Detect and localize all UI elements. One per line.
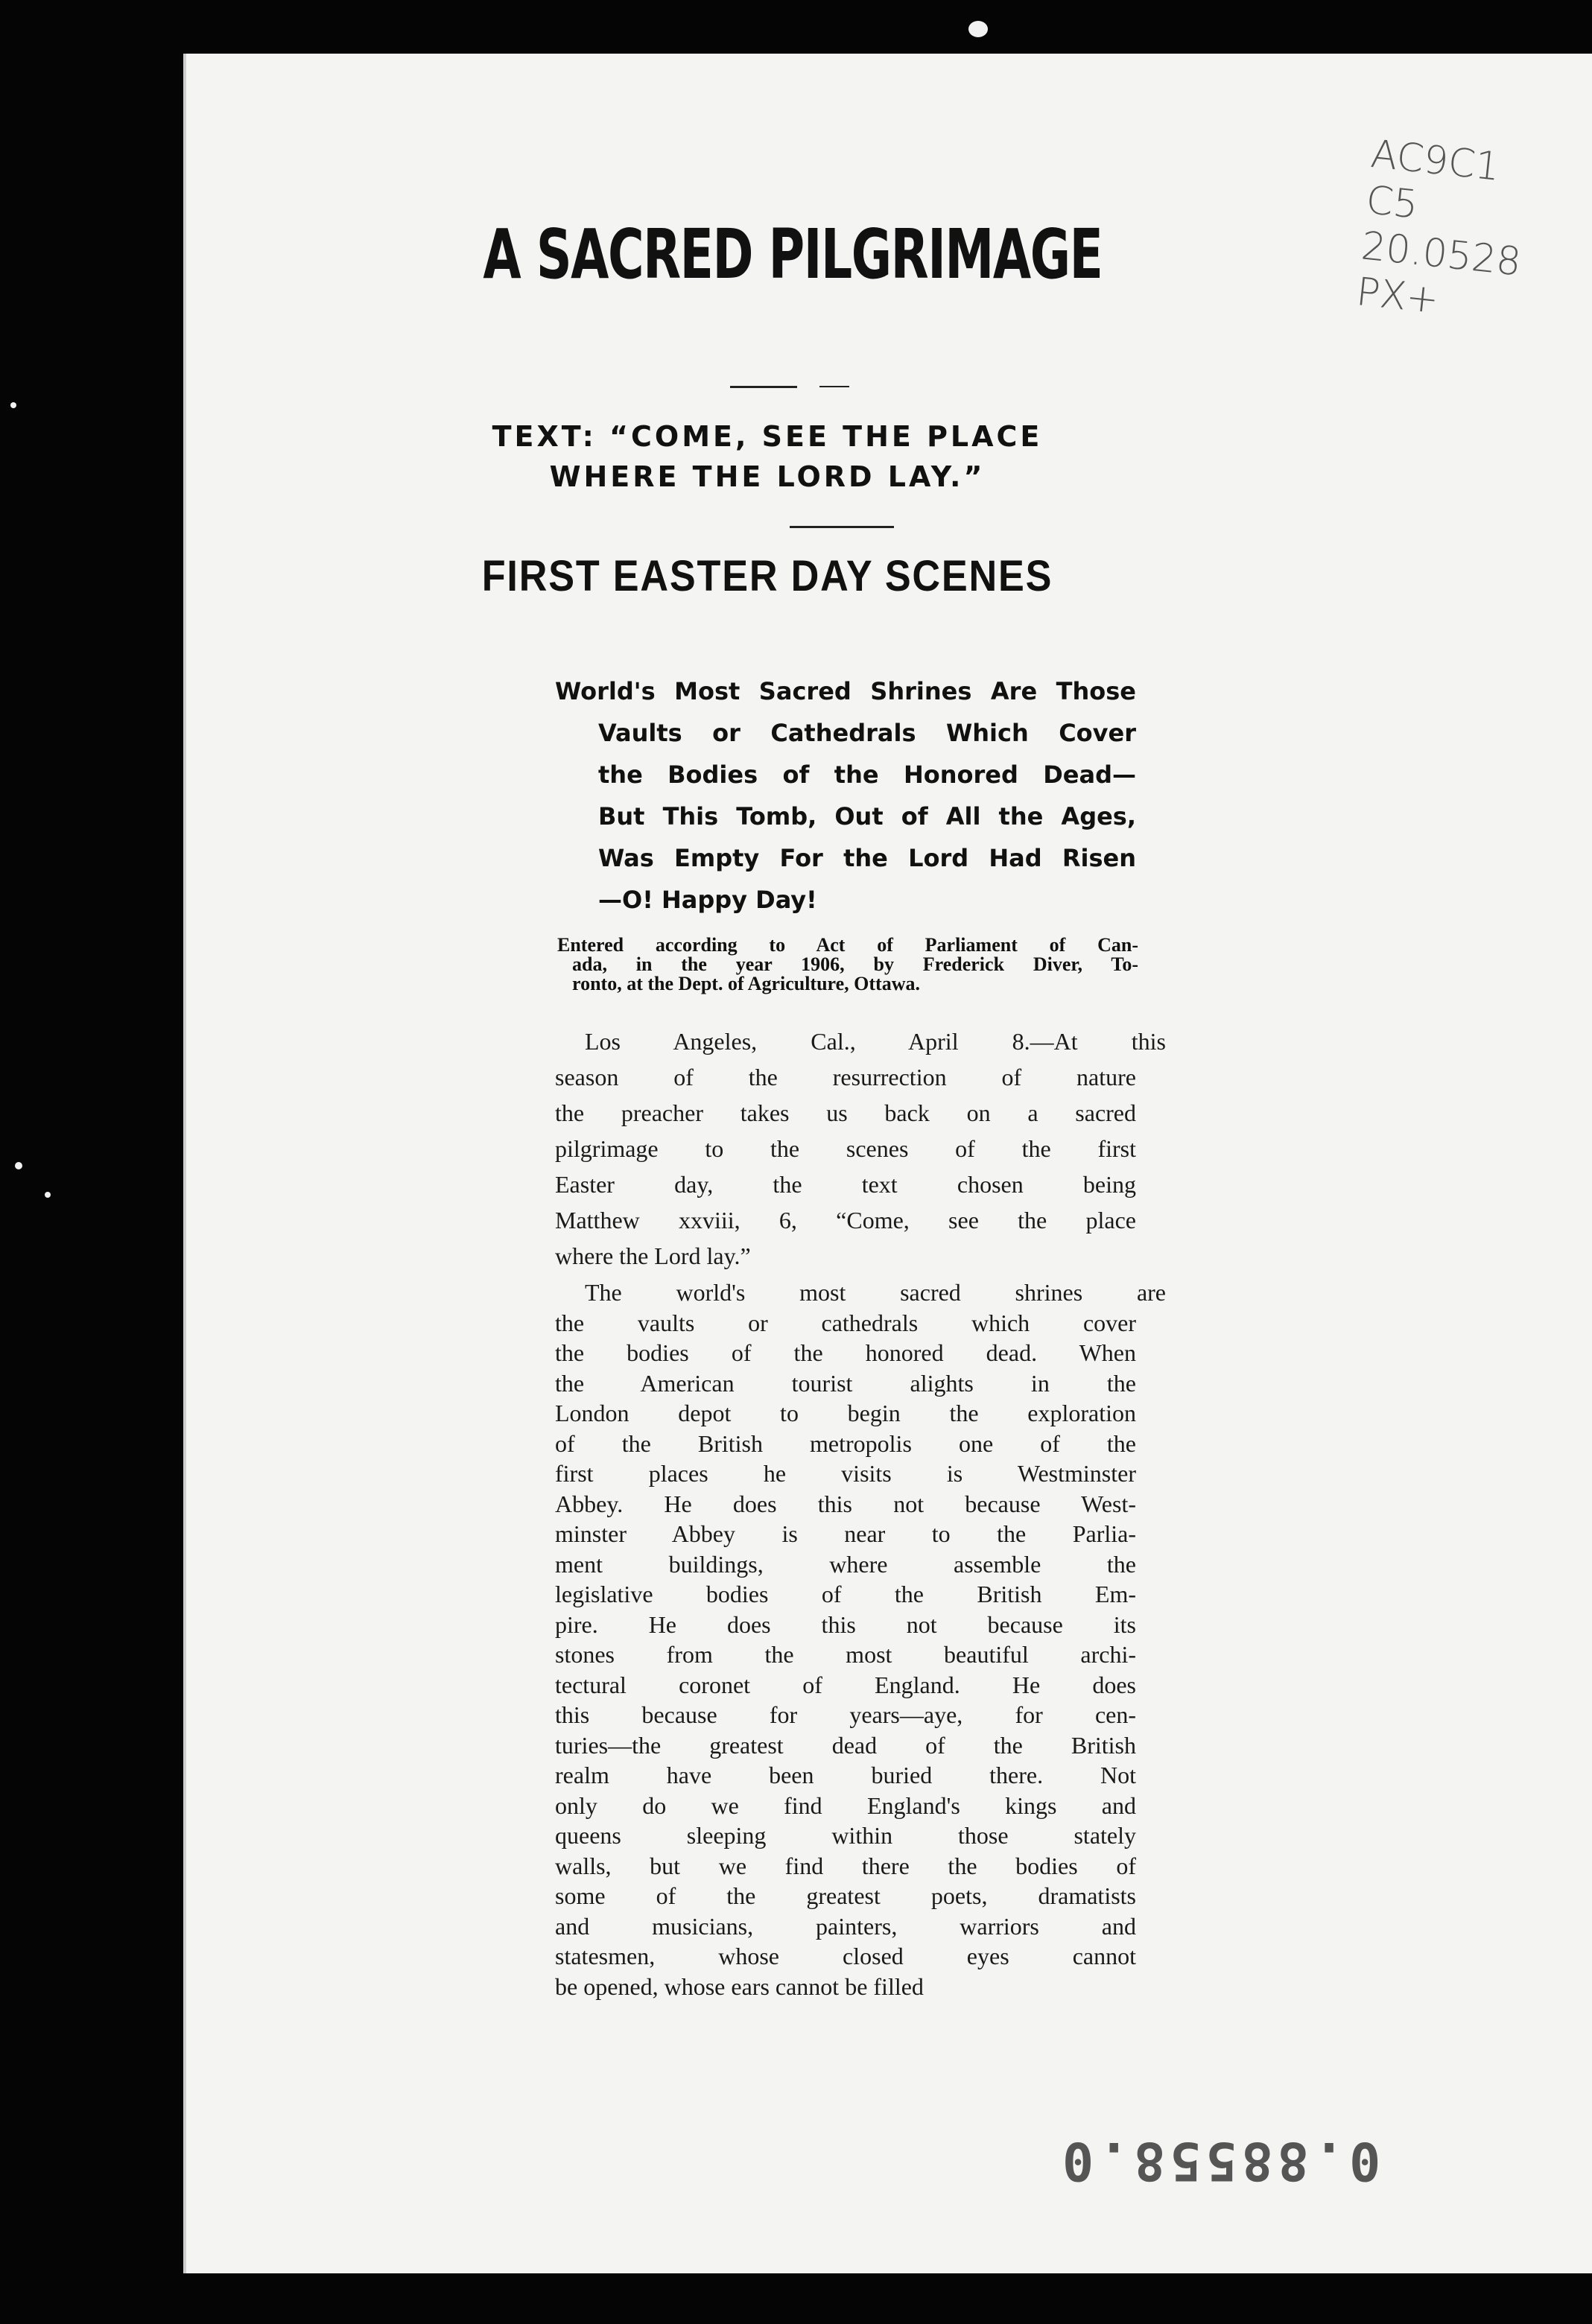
film-speck [15, 1162, 22, 1169]
deck-line: But This Tomb, Out of All the Ages, [598, 802, 1136, 831]
scripture-text-line-1: TEXT: “COME, SEE THE PLACE [492, 420, 1043, 453]
body-line: legislative bodies of the British Em- [555, 1581, 1136, 1607]
body-line: the bodies of the honored dead. When [555, 1339, 1136, 1366]
body-line: Los Angeles, Cal., April 8.—At this [585, 1028, 1166, 1055]
body-line: season of the resurrection of nature [555, 1064, 1136, 1090]
body-line: pire. He does this not because its [555, 1610, 1136, 1638]
body-line: this because for years—aye, for cen- [555, 1701, 1136, 1728]
copyright-line: Entered according to Act of Parliament of Can- [557, 934, 1138, 956]
divider-rule [819, 386, 849, 387]
body-line: queens sleeping within those stately [555, 1822, 1136, 1849]
divider-rule [730, 386, 797, 388]
copyright-line: ronto, at the Dept. of Agriculture, Ottawa. [572, 973, 920, 994]
body-line: the American tourist alights in the [555, 1369, 1136, 1397]
body-line: minster Abbey is near to the Parlia- [555, 1520, 1136, 1547]
subheadline: FIRST EASTER DAY SCENES [481, 552, 1053, 600]
body-line: Abbey. He does this not because West- [555, 1490, 1136, 1517]
deck-summary [555, 670, 1136, 921]
handwritten-line: 20.0528 [1359, 223, 1523, 285]
copyright-notice [557, 936, 1138, 994]
film-speck [10, 402, 16, 408]
body-line: London depot to begin the exploration [555, 1400, 1136, 1426]
body-line: and musicians, painters, warriors and [555, 1912, 1136, 1940]
handwritten-catalog-note [1354, 131, 1581, 337]
headline: A SACRED PILGRIMAGE [483, 215, 1103, 294]
copyright-line: ada, in the year 1906, by Frederick Diver, To- [572, 953, 1138, 975]
body-line: the vaults or cathedrals which cover [555, 1309, 1136, 1336]
body-line: tectural coronet of England. He does [555, 1671, 1136, 1698]
body-line: be opened, whose ears cannot be filled [555, 1972, 924, 2000]
body-line: some of the greatest poets, dramatists [555, 1882, 1136, 1909]
body-line: pilgrimage to the scenes of the first [555, 1135, 1136, 1162]
divider-rule [790, 526, 894, 528]
body-line: ment buildings, where assemble the [555, 1550, 1136, 1578]
body-line: stones from the most beautiful archi- [555, 1641, 1136, 1668]
body-line: The world's most sacred shrines are [585, 1279, 1166, 1306]
archive-stamp: 0.88558.0 [1058, 2130, 1381, 2191]
body-line: the preacher takes us back on a sacred [555, 1099, 1136, 1126]
body-line: statesmen, whose closed eyes cannot [555, 1943, 1136, 1969]
body-line: Easter day, the text chosen being [555, 1171, 1136, 1198]
body-line: of the British metropolis one of the [555, 1429, 1136, 1457]
body-line: realm have been buried there. Not [555, 1762, 1136, 1788]
film-speck [968, 21, 988, 37]
body-line: only do we find England's kings and [555, 1791, 1136, 1819]
deck-line: Was Empty For the Lord Had Risen [598, 844, 1136, 872]
body-line: turies—the greatest dead of the British [555, 1731, 1136, 1759]
handwritten-line: AC9C1 [1369, 132, 1503, 190]
deck-line: the Bodies of the Honored Dead— [598, 761, 1136, 789]
body-line: where the Lord lay.” [555, 1242, 751, 1269]
handwritten-line: PX+ [1354, 270, 1442, 323]
deck-line: —O! Happy Day! [598, 886, 817, 914]
handwritten-line: C5 [1363, 177, 1421, 228]
newspaper-clipping-page [183, 54, 1592, 2273]
film-speck [45, 1192, 51, 1198]
scripture-text-line-2: WHERE THE LORD LAY.” [549, 460, 986, 493]
deck-line: Vaults or Cathedrals Which Cover [598, 719, 1136, 747]
deck-line: World's Most Sacred Shrines Are Those [555, 677, 1136, 705]
body-line: first places he visits is Westminster [555, 1460, 1136, 1487]
body-line: Matthew xxviii, 6, “Come, see the place [555, 1207, 1136, 1234]
body-line: walls, but we find there the bodies of [555, 1852, 1136, 1879]
